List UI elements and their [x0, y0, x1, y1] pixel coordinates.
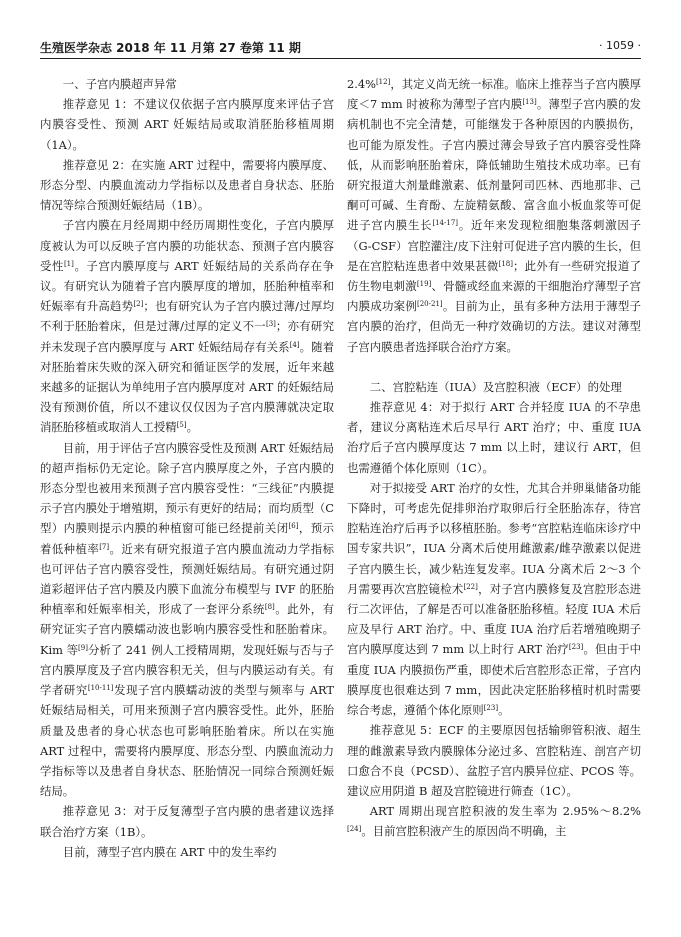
paragraph-ecf-incidence: ART 周期出现宫腔积液的发生率为 2.95%～8.2%[24]。目前宫腔积液产生的原因尚不明确，主 — [347, 804, 641, 839]
citation: [1] — [63, 259, 74, 268]
citation: [2] — [133, 300, 144, 309]
recommendation-2: 推荐意见 2：在实施 ART 过程中，需要将内膜厚度、形态分型、内膜血流动力学指标以及患者自身状态、胚胎情况等综合预测妊娠结局（1B）。 — [40, 157, 334, 213]
citation: [12] — [375, 78, 391, 86]
citation: [8] — [264, 603, 275, 612]
citation: [23] — [483, 704, 499, 713]
left-column — [40, 74, 334, 862]
citation: [7] — [99, 542, 110, 551]
paragraph-ultrasound-indicators: 目前，用于评估子宫内膜容受性及预测 ART 妊娠结局的超声指标仍无定论。除子宫内膜厚度之外，子宫内膜的形态分型也被用来预测子宫内膜容受性：“三线征”内膜提示子宫内膜处于增殖期，预示有更好的结局；而均质型（C 型）内膜则提示内膜的种植窗可能已经提前关闭[6]，预示着低种植率[7]。近来有研究报道子宫内膜血流动力学指标也可评估子宫内膜容受性，预测妊娠结局。有研究通过阴道彩超评估子宫内膜及内膜下血流分布模型与 IVF 的胚胎种植率和妊娠率相关，形成了一套评分系统[8]。此外，有研究证实子宫内膜蠕动波也影响内膜容受性和胚胎着床。Kim 等[9]分析了 241 例人工授精周期，发现妊娠与否与子宫内膜厚度及子宫内膜容积无关，但与内膜运动有关。有学者研究[10-11]发现子宫内膜蠕动波的类型与频率与 ART 妊娠结局相关，可用来预测子宫内膜容受性。此外，胚胎质量及患者的身心状态也可影响胚胎着床。所以在实施 ART 过程中，需要将内膜厚度、形态分型、内膜血流动力学指标等以及患者自身状态、胚胎情况一同综合预测妊娠结局。 — [40, 440, 335, 799]
paragraph-thickness: 子宫内膜在月经周期中经历周期性变化，子宫内膜厚度被认为可以反映子宫内膜的功能状态、预测子宫内膜容受性[1]。子宫内膜厚度与 ART 妊娠结局的关系尚存在争议。有研究认为随着子宫内膜厚度的增加，胚胎种植率和妊娠率有升高趋势[2]；也有研究认为子宫内膜过薄/过厚均不利于胚胎着床，但是过薄/过厚的定义不一[3]；亦有研究并未发现子宫内膜厚度与 ART 妊娠结局存有关系[4]。随着对胚胎着床失败的深入研究和循证医学的发展，近年来越来越多的证据认为单纯用子宫内膜厚度对 ART 的妊娠结局没有预测价值，所以不建议仅仅因为子宫内膜薄就决定取消胚胎移植或取消人工授精[5]。 — [40, 218, 334, 435]
section-title-endometrium: 一、子宫内膜超声异常 — [62, 77, 177, 91]
page-number: · 1059 · — [599, 39, 641, 52]
journal-title: 生殖医学杂志 2018 年 11 月第 27 卷第 11 期 — [40, 41, 301, 55]
recommendation-3: 推荐意见 3：对于反复薄型子宫内膜的患者建议选择联合治疗方案（1B）。 — [40, 804, 334, 839]
citation: [9] — [78, 643, 88, 652]
citation: [14-17] — [432, 219, 459, 228]
citation: [4] — [289, 340, 300, 349]
citation: [23] — [568, 643, 584, 652]
recommendation-1: 推荐意见 1：不建议仅依据子宫内膜厚度来评估子宫内膜容受性、预测 ART 妊娠结局或取消胚胎移植周期（1A）。 — [40, 97, 334, 152]
citation: [3] — [265, 320, 276, 329]
paragraph-thin-endometrium-start: 目前，薄型子宫内膜在 ART 中的发生率约 — [62, 844, 277, 859]
citation: [6] — [288, 522, 299, 531]
citation: [18] — [498, 259, 513, 268]
section-title-iua-ecf: 二、宫腔粘连（IUA）及宫腔积液（ECF）的处理 — [369, 379, 622, 394]
citation: [19] — [416, 280, 432, 289]
citation: [10-11] — [87, 684, 114, 693]
citation: [5] — [176, 421, 187, 430]
right-column — [347, 74, 641, 842]
paragraph-thin-endometrium-cont: 2.4%[12]，其定义尚无统一标准。临床上推荐当子宫内膜厚度＜7 mm 时被称为薄型子宫内膜[13]。薄型子宫内膜的发病机制也不完全清楚，可能继发于各种原因的内膜损伤，也可能为原发性。子宫内膜过薄会导致子宫内膜容受性降低，从而影响胚胎着床，降低辅助生殖技术成功率。已有研究报道大剂量雌激素、低剂量阿司匹林、西地那非、己酮可可碱、生育酚、左旋精氨酸、富含血小板血浆等可促进子宫内膜生长[14-17]。近年来发现粒细胞集落刺激因子（G-CSF）宫腔灌注/皮下注射可促进子宫内膜的生长，但是在宫腔粘连患者中效果甚微[18]；此外有一些研究报道了仿生物电刺激[19]、骨髓或经血来源的干细胞治疗薄型子宫内膜成功案例[20-21]。目前为止，虽有多种方法用于薄型子宫内膜的治疗，但尚无一种疗效确切的方法。建议对薄型子宫内膜患者选择联合治疗方案。 — [347, 77, 641, 354]
running-header — [40, 36, 641, 59]
paragraph-iua-treatment: 对于拟接受 ART 治疗的女性，尤其合并卵巢储备功能下降时，可考虑先促排卵治疗取卵后行全胚胎冻存，待宫腔粘连治疗后再予以移植胚胎。参考“宫腔粘连临床诊疗中国专家共识”，IUA 分离术后使用雌激素/雌孕激素以促进子宫内膜生长，减少粘连复发率。IUA 分离术后 2～3 个月需要再次宫腔镜检术[22]，对子宫内膜修复及宫腔形态进行二次评估，了解是否可以准备胚胎移植。轻度 IUA 术后应及早行 ART 治疗。中、重度 IUA 治疗后若增殖晚期子宫内膜厚度达到 7 mm 以上时行 ART 治疗[23]。但由于中重度 IUA 内膜损伤严重，即使术后宫腔形态正常，子宫内膜厚度也很难达到 7 mm，因此决定胚胎移植时机时需要综合考虑，遵循个体化原则[23]。 — [347, 480, 641, 718]
citation: [24] — [347, 825, 362, 834]
citation: [22] — [463, 582, 478, 591]
recommendation-4: 推荐意见 4：对于拟行 ART 合并轻度 IUA 的不孕患者，建议分离粘连术后尽早行 ART 治疗；中、重度 IUA 治疗后子宫内膜厚度达 7 mm 以上时，建议行 ART，但也需遵循个体化原则（1C）。 — [347, 400, 641, 475]
recommendation-5: 推荐意见 5：ECF 的主要原因包括输卵管积液、超生理的雌激素导致内膜腺体分泌过多、宫腔粘连、剖宫产切口愈合不良（PCSD）、盆腔子宫内膜异位症、PCOS 等。建议应用阴道 B 超及宫腔镜进行筛查（1C）。 — [347, 723, 641, 798]
citation: [20-21] — [417, 300, 443, 309]
citation: [13] — [522, 98, 537, 107]
